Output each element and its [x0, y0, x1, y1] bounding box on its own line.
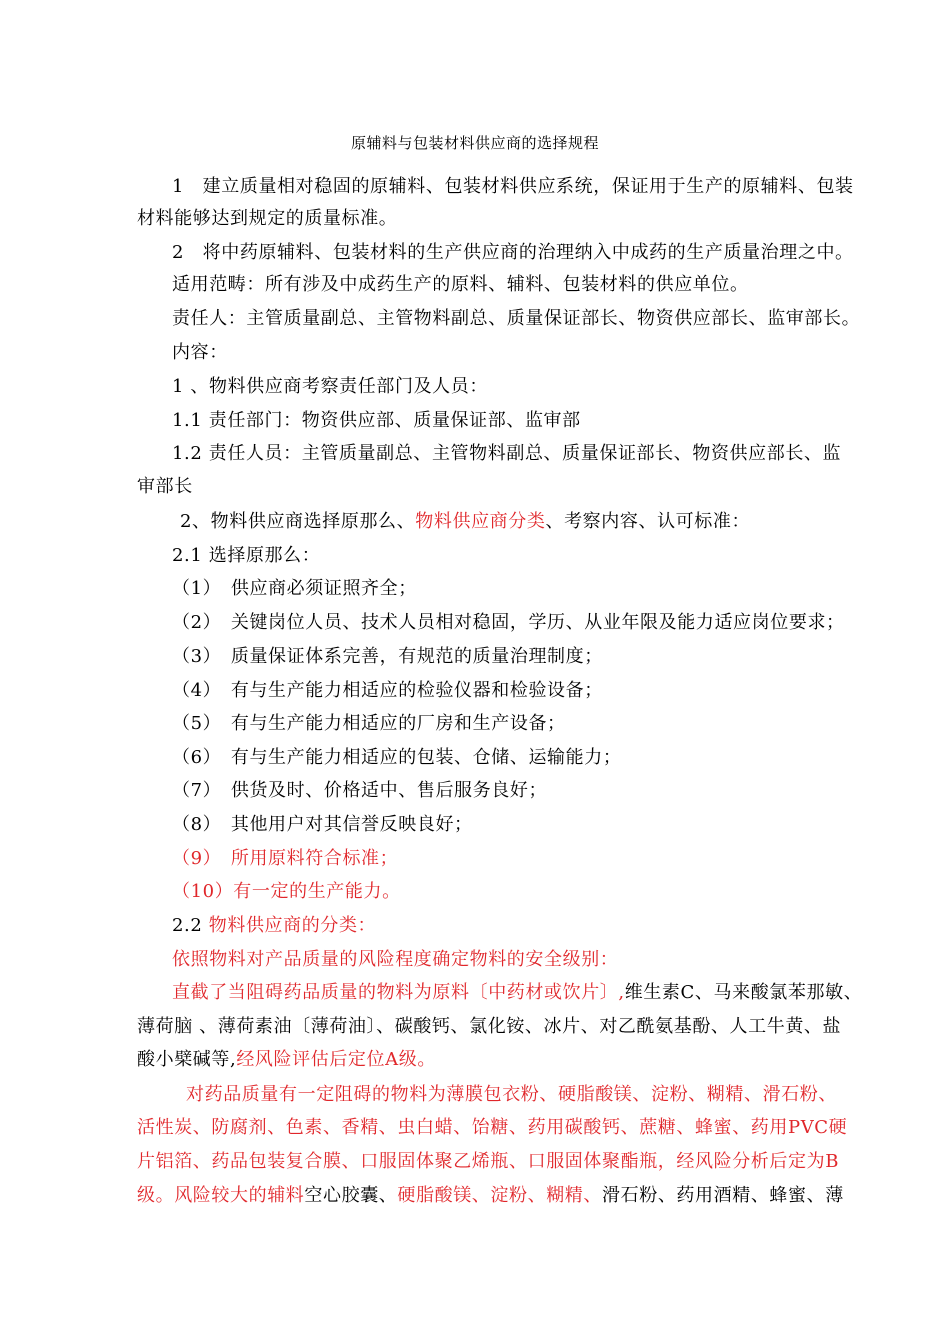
section-2-heading: [180, 510, 750, 534]
section-2-heading-part-c: 、考察内容、认可标准：: [545, 511, 751, 532]
scope-line: 适用范畴：所有涉及中成药生产的原料、辅料、包装材料的供应单位。: [172, 274, 749, 295]
section-2-heading-part-a: 2、物料供应商选择原那么、: [180, 511, 416, 532]
section-2-2-heading: [172, 914, 376, 938]
class-b-line-4-black-b: 滑石粉、药用酒精、蜂蜜、薄: [602, 1185, 844, 1206]
document-title: 原辅料与包装材料供应商的选择规程: [350, 134, 599, 152]
class-b-line-4-black-a: 空心胶囊、: [304, 1185, 398, 1206]
class-b-line-3: 片铝箔、药品包装复合膜、口服固体聚乙烯瓶、口服固体聚酯瓶，经风险分析后定为B: [137, 1151, 840, 1172]
criteria-item-1: （1） 供应商必须证照齐全；: [172, 578, 417, 599]
criteria-item-4: （4） 有与生产能力相适应的检验仪器和检验设备；: [172, 680, 603, 701]
class-b-line-4: [137, 1184, 844, 1208]
criteria-item-9: （9） 所用原料符合标准；: [172, 848, 399, 869]
class-a-line-2: 薄荷脑 、薄荷素油〔薄荷油〕、碳酸钙、氯化铵、冰片、对乙酰氨基酚、人工牛黄、盐: [137, 1016, 842, 1037]
class-a-line-1-black: 维生素C、马来酸氯苯那敏、: [624, 982, 863, 1003]
criteria-item-5: （5） 有与生产能力相适应的厂房和生产设备；: [172, 713, 566, 734]
section-1-heading: 1 、物料供应商考察责任部门及人员：: [172, 376, 488, 397]
criteria-item-2: （2） 关键岗位人员、技术人员相对稳固，学历、从业年限及能力适应岗位要求；: [172, 612, 845, 633]
class-a-line-1-red: 直截了当阻碍药品质量的物料为原料〔中药材或饮片〕,: [172, 982, 625, 1003]
section-2-2-number: 2.2: [172, 915, 209, 936]
criteria-item-8: （8） 其他用户对其信誉反映良好；: [172, 814, 473, 835]
content-label: 内容：: [172, 342, 228, 363]
class-a-line-1: [172, 981, 862, 1005]
section-1-2-line-1: 1.2 责任人员：主管质量副总、主管物料副总、质量保证部长、物资供应部长、监: [172, 443, 842, 464]
class-a-line-3: [137, 1048, 436, 1072]
criteria-item-10: （10）有一定的生产能力。: [172, 881, 401, 902]
class-a-line-3-black: 酸小檗碱等,: [137, 1049, 237, 1070]
paragraph-1-line-2: 材料能够达到规定的质量标准。: [137, 208, 398, 229]
section-2-1-heading: 2.1 选择原那么：: [172, 545, 321, 566]
class-b-line-4-red-a: 级。风险较大的辅料: [137, 1185, 305, 1206]
class-b-line-2: 活性炭、防腐剂、色素、香精、虫白蜡、饴糖、药用碳酸钙、蔗糖、蜂蜜、药用PVC硬: [137, 1117, 848, 1138]
risk-intro: 依照物料对产品质量的风险程度确定物料的安全级别：: [172, 949, 619, 970]
section-1-1: 1.1 责任部门：物资供应部、质量保证部、监审部: [172, 410, 581, 431]
section-2-2-text: 物料供应商的分类：: [208, 915, 377, 936]
section-2-heading-highlight: 物料供应商分类: [415, 511, 546, 532]
responsible-line: 责任人：主管质量副总、主管物料副总、质量保证部长、物资供应部长、监审部长。: [172, 308, 861, 329]
paragraph-2: 2 将中药原辅料、包装材料的生产供应商的治理纳入中成药的生产质量治理之中。: [172, 242, 854, 263]
paragraph-1-line-1: 1 建立质量相对稳固的原辅料、包装材料供应系统，保证用于生产的原辅料、包装: [172, 176, 854, 197]
criteria-item-3: （3） 质量保证体系完善，有规范的质量治理制度；: [172, 646, 603, 667]
section-1-2-line-2: 审部长: [137, 476, 193, 497]
class-b-line-1: 对药品质量有一定阻碍的物料为薄膜包衣粉、硬脂酸镁、淀粉、糊精、滑石粉、: [186, 1084, 837, 1105]
class-a-line-3-red: 经风险评估后定位A级。: [236, 1049, 436, 1070]
class-b-line-4-red-b: 硬脂酸镁、淀粉、糊精、: [397, 1185, 603, 1206]
criteria-item-7: （7） 供货及时、价格适中、售后服务良好；: [172, 780, 548, 801]
criteria-item-6: （6） 有与生产能力相适应的包装、仓储、运输能力；: [172, 747, 622, 768]
